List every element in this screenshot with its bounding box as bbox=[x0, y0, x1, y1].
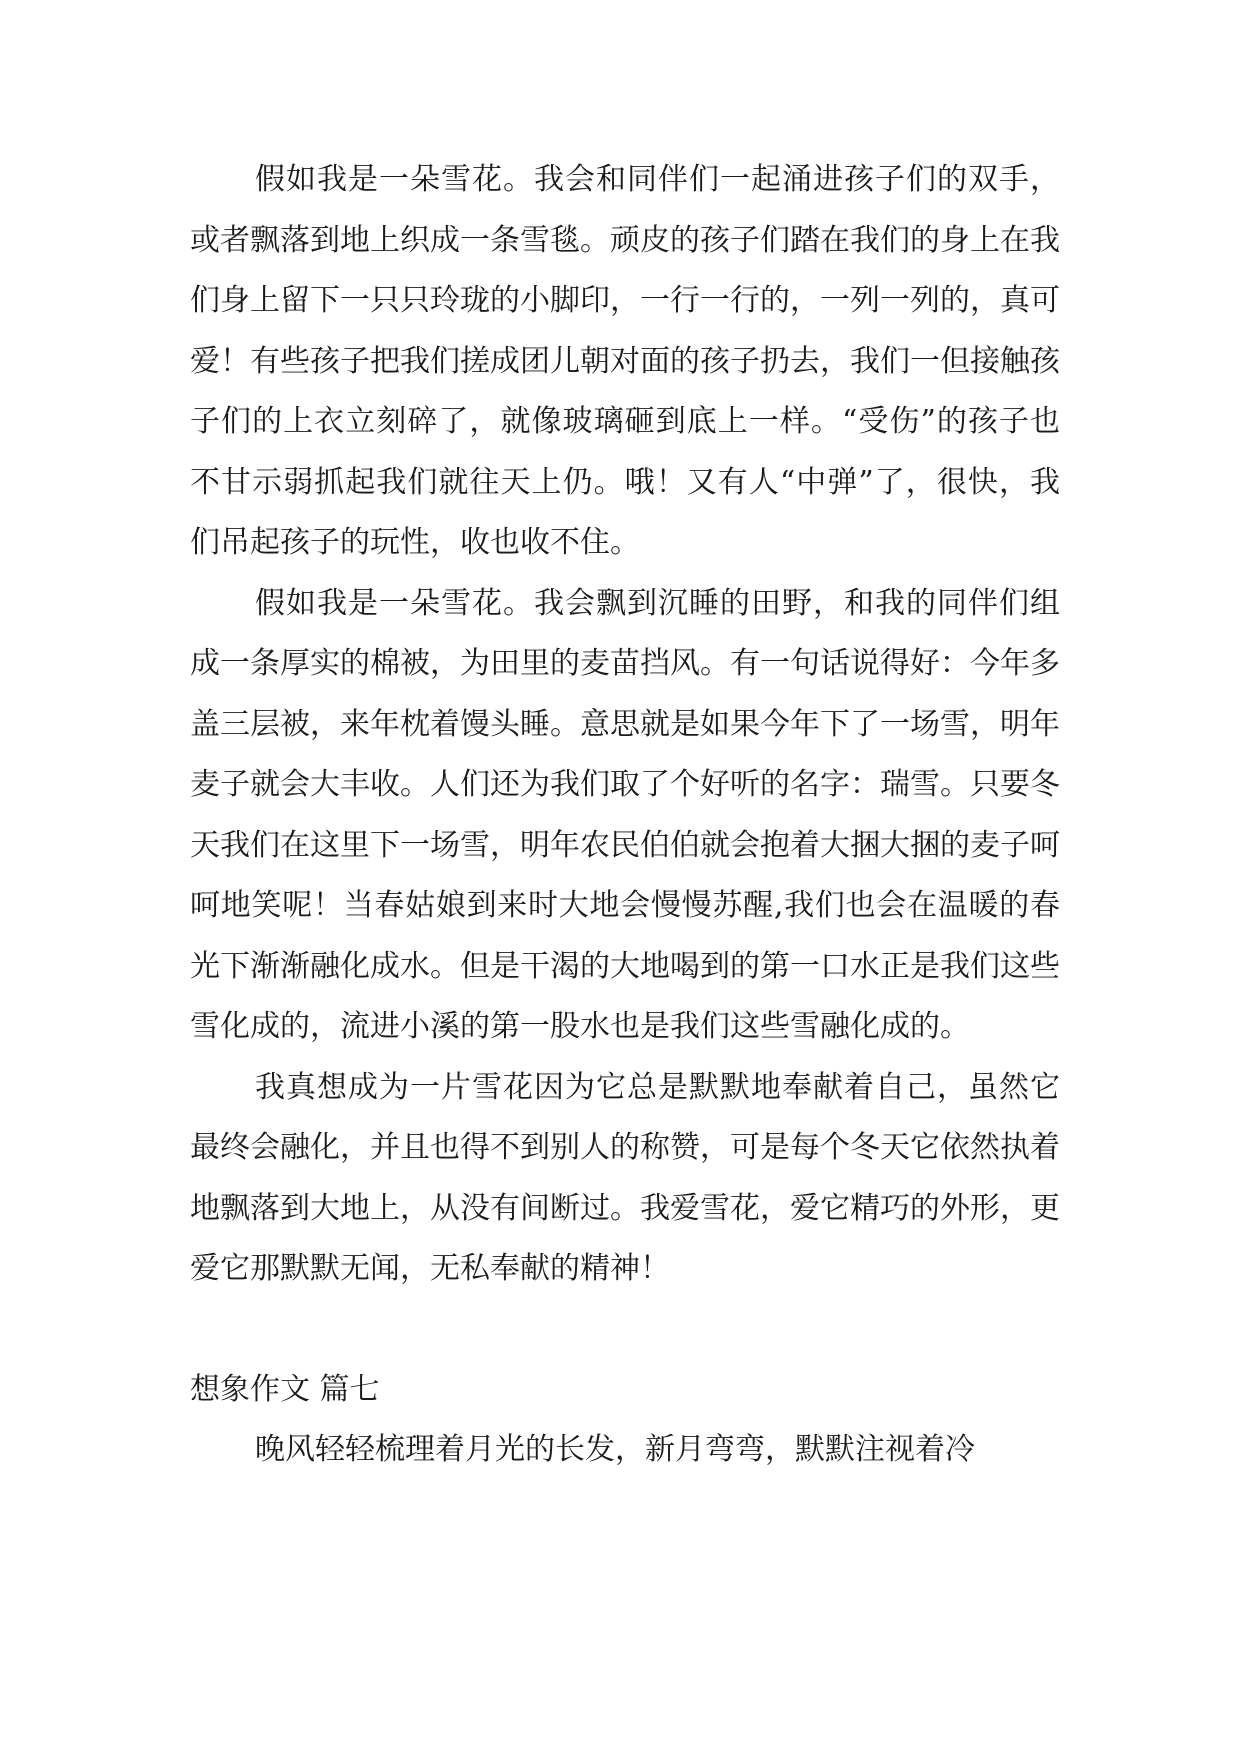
paragraph-3: 我真想成为一片雪花因为它总是默默地奉献着自己，虽然它最终会融化，并且也得不到别人的称赞，可是每个冬天它依然执着地飘落到大地上，从没有间断过。我爱雪花，爱它精巧的外形，更爱它那默默无闻，无私奉献的精神！ bbox=[190, 1069, 1060, 1286]
section-heading: 想象作文 篇七 bbox=[190, 1371, 380, 1407]
document-page bbox=[190, 150, 1060, 1481]
paragraph-2: 假如我是一朵雪花。我会飘到沉睡的田野，和我的同伴们组成一条厚实的棉被，为田里的麦苗挡风。有一句话说得好：今年多盖三层被，来年枕着馒头睡。意思就是如果今年下了一场雪，明年麦子就会大丰收。人们还为我们取了个好听的名字：瑞雪。只要冬天我们在这里下一场雪，明年农民伯伯就会抱着大捆大捆的麦子呵呵地笑呢！当春姑娘到来时大地会慢慢苏醒,我们也会在温暖的春光下渐渐融化成水。但是干渴的大地喝到的第一口水正是我们这些雪化成的，流进小溪的第一股水也是我们这些雪融化成的。 bbox=[190, 585, 1060, 1044]
paragraph-1: 假如我是一朵雪花。我会和同伴们一起涌进孩子们的双手，或者飘落到地上织成一条雪毯。顽皮的孩子们踏在我们的身上在我们身上留下一只只玲珑的小脚印，一行一行的，一列一列的，真可爱！有些孩子把我们搓成团儿朝对面的孩子扔去，我们一但接触孩子们的上衣立刻碎了，就像玻璃砸到底上一样。“受伤”的孩子也不甘示弱抓起我们就往天上仍。哦！又有人“中弹”了，很快，我们吊起孩子的玩性，收也收不住。 bbox=[190, 162, 1060, 560]
section-paragraph-1: 晚风轻轻梳理着月光的长发，新月弯弯，默默注视着冷 bbox=[255, 1432, 975, 1467]
